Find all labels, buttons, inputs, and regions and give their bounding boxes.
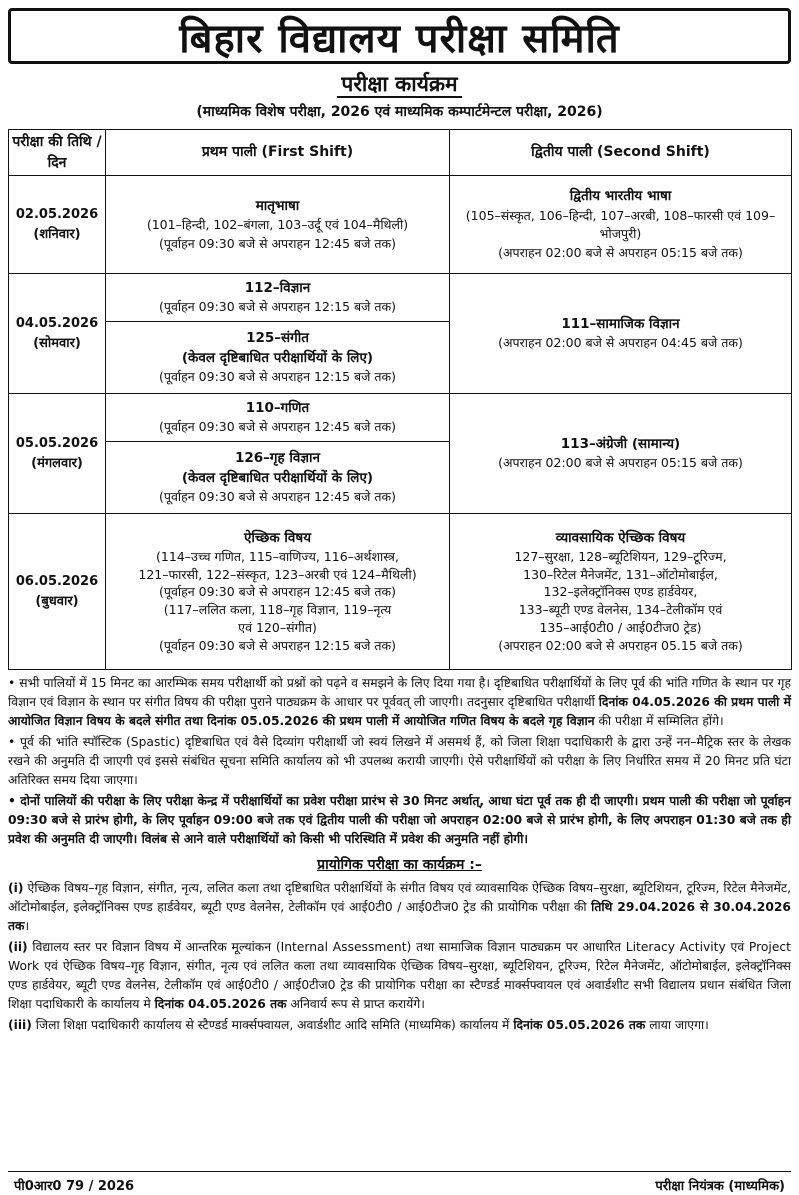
first-shift-cell: 110–गणित (पूर्वाहन 09:30 बजे से अपराहन 12:45 बजे तक) — [106, 394, 450, 442]
schedule-table — [8, 129, 792, 670]
first-shift-cell: ऐच्छिक विषय (114–उच्च गणित, 115–वाणिज्य, 116–अर्थशास्त्र, 121–फारसी, 122–संस्कृत, 123–अरबी एवं 124–मैथिली) (पूर्वाहन 09:30 बजे से अपराहन 12:45 बजे तक) (117–ललित कला, 118–गृह विज्ञान, 119–नृत्य एवं 120–संगीत) (पूर्वाहन 09:30 बजे से अपराहन 12:15 बजे तक) — [106, 514, 450, 670]
note-item: • दोनों पालियों की परीक्षा के लिए परीक्षा केन्द्र में परीक्षार्थियों का प्रवेश परीक्षा प्रारंभ से 30 मिनट अर्थात्, आधा घंटा पूर्व तक ही दी जाएगी। प्रथम पाली की परीक्षा जो पूर्वाहन 09:30 बजे से प्रारंभ होगी, के लिए पूर्वाहन 09:00 बजे तक एवं द्वितीय पाली की परीक्षा जो अपराहन 02:00 बजे से प्रारंभ होगी, के लिए अपराहन 01:30 बजे तक ही प्रवेश की अनुमति दी जाएगी। विलंब से आने वाले परीक्षार्थियों को किसी भी परिस्थिति में प्रवेश की अनुमति नहीं होगी। — [8, 794, 791, 847]
first-shift-cell: 126–गृह विज्ञान (केवल दृष्टिबाधित परीक्षार्थियों के लिए) (पूर्वाहन 09:30 बजे से अपराहन 12:45 बजे तक) — [106, 442, 450, 514]
document-page — [0, 8, 799, 1195]
program-subtitle: (माध्यमिक विशेष परीक्षा, 2026 एवं माध्यमिक कम्पार्टमेन्टल परीक्षा, 2026) — [196, 104, 603, 120]
date-cell: 06.05.2026 (बुधवार) — [9, 514, 106, 670]
practical-item: (i) ऐच्छिक विषय–गृह विज्ञान, संगीत, नृत्य, ललित कला तथा दृष्टिबाधित परीक्षार्थियों के संगीत विषय एवं व्यावसायिक ऐच्छिक विषय–सुरक्षा, ब्यूटिशियन, टूरिज्म, रिटेल मैनेजमेंट, ऑटोमोबाईल, इलेक्ट्रॉनिक्स एण्ड हार्डवेयर, ब्यूटी एण्ड वेलनेस, टेलीकॉम एवं आई0टी0 / आई0टीज0 ट्रेड की प्रायोगिक परीक्षा की तिथि 29.04.2026 से 30.04.2026 तक। — [8, 881, 791, 934]
table-row — [9, 394, 792, 442]
signatory: परीक्षा नियंत्रक (माध्यमिक) — [655, 1178, 785, 1194]
header-first-shift: प्रथम पाली (First Shift) — [106, 130, 450, 176]
notes-section — [8, 674, 791, 1035]
first-shift-cell: 125–संगीत (केवल दृष्टिबाधित परीक्षार्थियों के लिए) (पूर्वाहन 09:30 बजे से अपराहन 12:15 बजे तक) — [106, 322, 450, 394]
first-shift-cell: मातृभाषा (101–हिन्दी, 102–बंगला, 103–उर्दू एवं 104–मैथिली) (पूर्वाहन 09:30 बजे से अपराहन 12:45 बजे तक) — [106, 176, 450, 274]
practical-item: (ii) विद्यालय स्तर पर विज्ञान विषय में आन्तरिक मूल्यांकन (Internal Assessment) तथा सामाजिक विज्ञान पाठ्यक्रम पर आधारित Literacy Activity एवं Project Work एवं ऐच्छिक विषय–गृह विज्ञान, संगीत, नृत्य एवं ललित कला तथा व्यावसायिक ऐच्छिक विषय–सुरक्षा, ब्यूटिशियन, टूरिज्म, रिटेल मैनेजमेंट, ऑटोमोबाईल, इलेक्ट्रॉनिक्स एण्ड हार्डवेयर, ब्यूटी एण्ड वेलनेस, टेलीकॉम एवं आई0टी0 / आई0टीज0 ट्रेड की प्रायोगिक परीक्षा का स्टैण्डर्ड मार्क्सफ्वायल एवं अवार्डशीट सभी विद्यालय प्रधान संबंधित जिला शिक्षा पदाधिकारी के कार्यालय मे दिनांक 04.05.2026 तक अनिवार्य रूप से प्राप्त करायेंगे। — [8, 940, 791, 1012]
table-row — [9, 274, 792, 322]
second-shift-cell: 113–अंग्रेजी (सामान्य) (अपराहन 02:00 बजे से अपराहन 05:15 बजे तक) — [450, 394, 792, 514]
header-date: परीक्षा की तिथि / दिन — [9, 130, 106, 176]
date-cell: 05.05.2026 (मंगलवार) — [9, 394, 106, 514]
table-row — [9, 514, 792, 670]
first-shift-cell: 112–विज्ञान (पूर्वाहन 09:30 बजे से अपराहन 12:15 बजे तक) — [106, 274, 450, 322]
practical-title: प्रायोगिक परीक्षा का कार्यक्रम :– — [317, 857, 482, 874]
practical-item: (iii) जिला शिक्षा पदाधिकारी कार्यालय से स्टैण्डर्ड मार्क्सफ्वायल, अवार्डशीट आदि समिति (माध्यमिक) कार्यालय में दिनांक 05.05.2026 तक लाया जाएगा। — [8, 1018, 709, 1033]
reference-number: पी0आर0 79 / 2026 — [14, 1178, 135, 1194]
second-shift-cell: द्वितीय भारतीय भाषा (105–संस्कृत, 106–हिन्दी, 107–अरबी, 108–फारसी एवं 109–भोजपुरी) (अपराहन 02:00 बजे से अपराहन 05:15 बजे तक) — [450, 176, 792, 274]
table-header-row — [9, 130, 792, 176]
date-cell: 02.05.2026 (शनिवार) — [9, 176, 106, 274]
table-row — [9, 176, 792, 274]
header-second-shift: द्वितीय पाली (Second Shift) — [450, 130, 792, 176]
banner-text: बिहार विद्यालय परीक्षा समिति — [179, 15, 620, 62]
second-shift-cell: व्यावसायिक ऐच्छिक विषय 127–सुरक्षा, 128–ब्यूटिशियन, 129–टूरिज्म, 130–रिटेल मैनेजमेंट, 131–ऑटोमोबाईल, 132–इलेक्ट्रॉनिक्स एण्ड हार्डवेयर, 133–ब्यूटी एण्ड वेलनेस, 134–टेलीकॉम एवं 135–आई0टी0 / आई0टीज0 ट्रेड) (अपराहन 02:00 बजे से अपराहन 05.15 बजे तक) — [450, 514, 792, 670]
note-item: • सभी पालियों में 15 मिनट का आरम्भिक समय परीक्षार्थी को प्रश्नों को पढ़ने व समझने के लिए दिया गया है। दृष्टिबाधित परीक्षार्थियों के लिए पूर्व की भांति गणित के स्थान पर गृह विज्ञान एवं विज्ञान के स्थान पर संगीत विषय की परीक्षा पुराने पाठ्यक्रम के आधार पर पूर्ववत् ली जाएगी। तदनुसार दृष्टिबाधित परीक्षार्थी दिनांक 04.05.2026 की प्रथम पाली में आयोजित विज्ञान विषय के बदले संगीत तथा दिनांक 05.05.2026 की प्रथम पाली में आयोजित गणित विषय के बदले गृह विज्ञान की परीक्षा में सम्मिलित होंगे। — [8, 676, 791, 729]
program-title: परीक्षा कार्यक्रम — [8, 70, 791, 98]
date-cell: 04.05.2026 (सोमवार) — [9, 274, 106, 394]
second-shift-cell: 111–सामाजिक विज्ञान (अपराहन 02:00 बजे से अपराहन 04:45 बजे तक) — [450, 274, 792, 394]
document-footer — [8, 1171, 791, 1195]
note-item: • पूर्व की भांति स्पॉस्टिक (Spastic) दृष्टिबाधित एवं वैसे दिव्यांग परीक्षार्थी जो स्वयं लिखने में असमर्थ हैं, को जिला शिक्षा पदाधिकारी के द्वारा उन्हें नन–मैट्रिक स्तर के लेखक रखने की अनुमति दी जाएगी एवं इससे संबंधित सूचना समिति कार्यालय को भी उपलब्ध करायी जाएगी। ऐसे परीक्षार्थियों को परीक्षा के लिए निर्धारित समय में 20 मिनट प्रति घंटा अतिरिक्त समय दिया जाएगा। — [8, 735, 791, 788]
board-banner — [8, 8, 791, 64]
